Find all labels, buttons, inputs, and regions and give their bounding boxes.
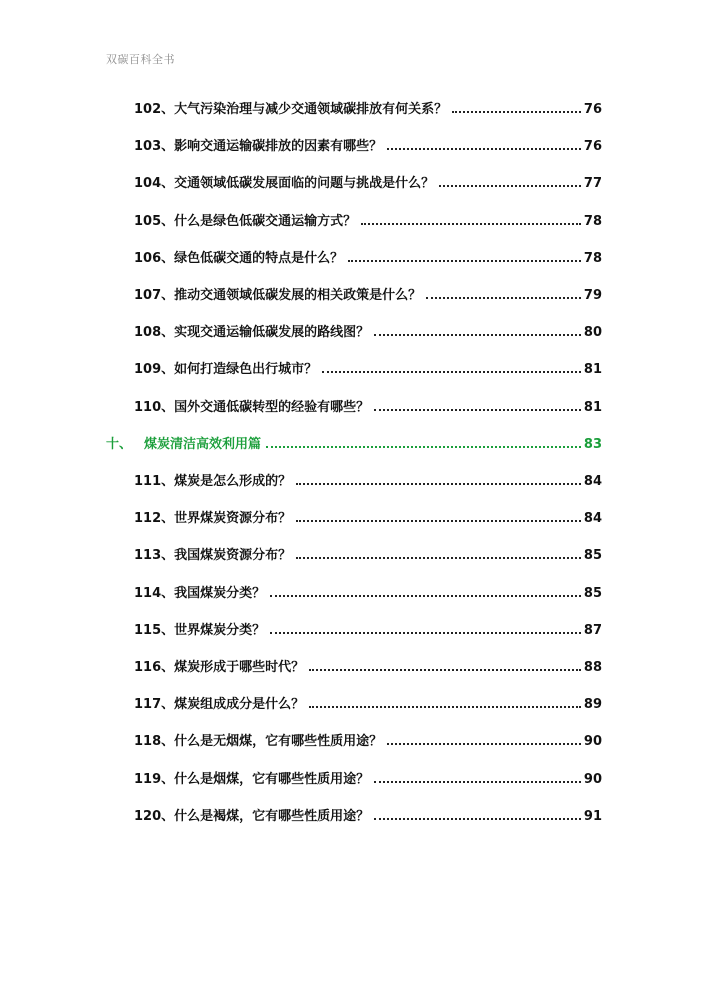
toc-entry-title: 115、世界煤炭分类？ (134, 622, 266, 638)
toc-entry-title: 110、国外交通低碳转型的经验有哪些？ (134, 399, 370, 415)
toc-entry[interactable] (134, 244, 602, 266)
toc-entry[interactable] (134, 467, 602, 489)
toc-entry-title: 117、煤炭组成成分是什么？ (134, 697, 305, 713)
toc-entry-title: 112、世界煤炭资源分布？ (134, 511, 292, 527)
toc-entry-title: 103、影响交通运输碳排放的因素有哪些？ (134, 139, 383, 155)
toc-entry-title: 107、推动交通领域低碳发展的相关政策是什么？ (134, 288, 422, 303)
toc-entry[interactable] (134, 765, 602, 787)
toc-entry-title: 114、我国煤炭分类？ (134, 585, 266, 601)
dot-leader (387, 743, 581, 745)
dot-leader (387, 148, 581, 150)
toc-page-number: 88 (583, 660, 602, 675)
toc-entry[interactable] (134, 579, 602, 601)
dot-leader (296, 520, 581, 522)
toc-entry[interactable] (134, 653, 602, 675)
toc-entry[interactable] (134, 616, 602, 638)
dot-leader (296, 483, 581, 485)
toc-entry-title: 118、什么是无烟煤，它有哪些性质用途？ (134, 734, 383, 750)
toc-page-number: 78 (583, 250, 602, 266)
toc-entry-title: 119、什么是烟煤，它有哪些性质用途？ (134, 771, 370, 787)
toc-entry-title: 109、如何打造绿色出行城市？ (134, 362, 318, 378)
toc-page-number: 78 (583, 213, 602, 229)
toc-page-number: 83 (583, 436, 602, 452)
toc-entry-title: 108、实现交通运输低碳发展的路线图？ (134, 325, 370, 341)
toc-entry[interactable] (134, 95, 602, 117)
dot-leader (270, 595, 581, 597)
toc-page-number: 90 (583, 734, 602, 750)
dot-leader (426, 297, 581, 299)
toc-page-number: 81 (583, 399, 602, 415)
dot-leader (348, 260, 581, 262)
toc-entry-title: 102、大气污染治理与减少交通领域碳排放有何关系？ (134, 102, 448, 117)
toc-entry[interactable] (134, 132, 602, 154)
toc-page-number: 81 (583, 362, 602, 378)
toc-entry-title: 111、煤炭是怎么形成的？ (134, 474, 292, 489)
toc-entry-title: 120、什么是褐煤，它有哪些性质用途？ (134, 808, 370, 824)
toc-page-number: 84 (583, 474, 602, 489)
dot-leader (309, 706, 581, 708)
dot-leader (266, 446, 581, 448)
toc-entry[interactable] (134, 169, 602, 191)
dot-leader (322, 371, 581, 373)
toc-chapter-heading[interactable] (106, 430, 602, 452)
dot-leader (439, 185, 581, 187)
toc-page-number: 76 (583, 102, 602, 117)
toc-entry[interactable] (134, 281, 602, 303)
toc-entry-title: 105、什么是绿色低碳交通运输方式？ (134, 213, 357, 229)
toc-page-number: 76 (583, 139, 602, 155)
toc-page-number: 89 (583, 697, 602, 713)
toc-entry[interactable] (134, 802, 602, 824)
dot-leader (452, 111, 581, 113)
toc-entry[interactable] (134, 207, 602, 229)
dot-leader (374, 818, 581, 820)
toc-entry[interactable] (134, 727, 602, 749)
dot-leader (361, 223, 581, 225)
toc-entry[interactable] (134, 318, 602, 340)
toc-page-number: 91 (583, 808, 602, 824)
toc-chapter-label: 煤炭清洁高效利用篇 (144, 436, 262, 452)
running-header: 双碳百科全书 (106, 53, 175, 66)
dot-leader (374, 334, 581, 336)
toc-entry-title: 106、绿色低碳交通的特点是什么？ (134, 250, 344, 266)
toc-entry[interactable] (134, 541, 602, 563)
toc-chapter-number: 十、 (106, 436, 133, 452)
toc-entry[interactable] (134, 690, 602, 712)
toc-page-number: 77 (583, 176, 602, 192)
toc-page-number: 80 (583, 325, 602, 341)
toc-page-number: 87 (583, 622, 602, 638)
toc-entry[interactable] (134, 504, 602, 526)
toc-entry-title: 113、我国煤炭资源分布？ (134, 548, 292, 564)
toc-entry-title: 104、交通领域低碳发展面临的问题与挑战是什么？ (134, 176, 435, 192)
toc-page-number: 85 (583, 585, 602, 601)
toc-entry-title: 116、煤炭形成于哪些时代？ (134, 660, 305, 675)
dot-leader (296, 557, 581, 559)
dot-leader (374, 781, 581, 783)
toc-page-number: 85 (583, 548, 602, 564)
toc-entry[interactable] (134, 393, 602, 415)
toc-page-number: 90 (583, 771, 602, 787)
toc-page-number: 79 (583, 288, 602, 303)
toc-chapter-title (106, 433, 263, 452)
toc-entry[interactable] (134, 355, 602, 377)
toc-page-number: 84 (583, 511, 602, 527)
dot-leader (270, 632, 581, 634)
dot-leader (309, 669, 581, 671)
dot-leader (374, 409, 581, 411)
